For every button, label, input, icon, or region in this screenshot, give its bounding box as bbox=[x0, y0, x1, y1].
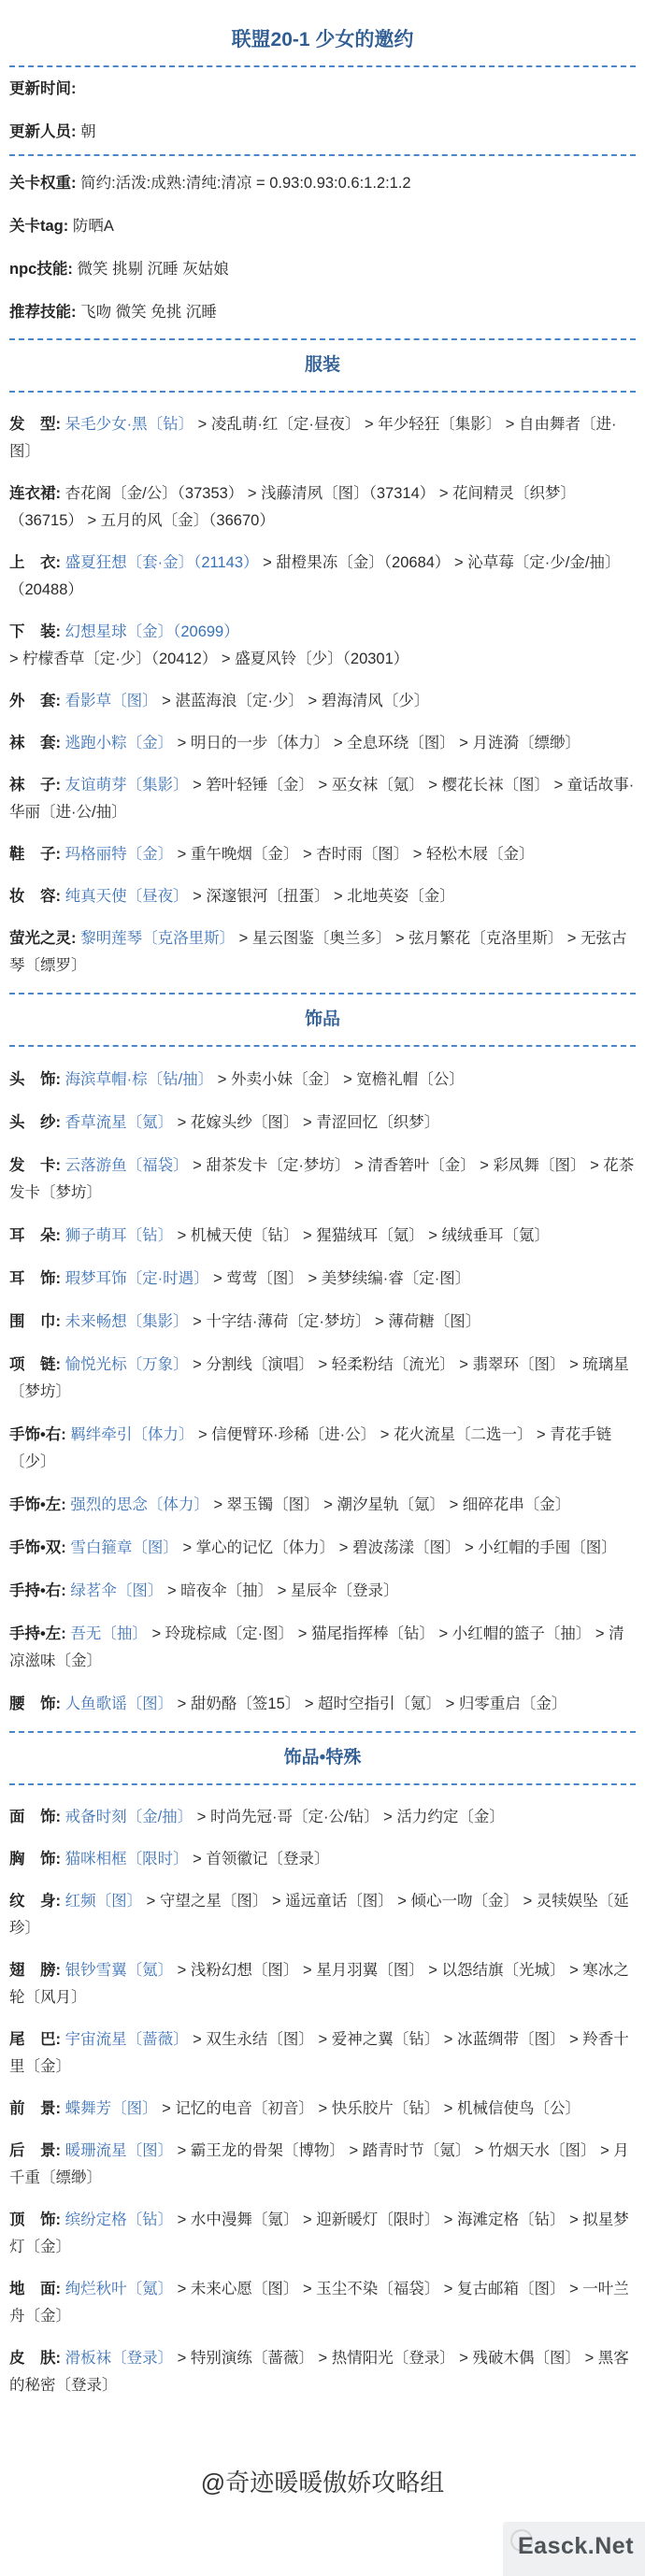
item-label: 耳 朵: bbox=[9, 1227, 61, 1244]
item-label: 皮 肤: bbox=[9, 2350, 61, 2367]
item-list bbox=[9, 1047, 636, 1731]
item-label: 耳 饰: bbox=[9, 1270, 61, 1287]
item-label: 发 型: bbox=[9, 416, 61, 433]
section bbox=[9, 1733, 636, 2399]
alternative-items: > 重午晚烟〔金〕 > 杏时雨〔图〕 > 轻松木屐〔金〕 bbox=[173, 846, 535, 863]
recommended-item: 滑板袜〔登录〕 bbox=[64, 2350, 174, 2367]
item-label: 面 饰: bbox=[9, 1809, 61, 1825]
recommended-item: 银钞雪翼〔氪〕 bbox=[64, 1962, 174, 1979]
alternative-items: > 机械天使〔钻〕 > 猩猫绒耳〔氪〕 > 绒绒垂耳〔氪〕 bbox=[173, 1227, 551, 1244]
update-info bbox=[9, 67, 636, 154]
alternative-items: > 甜茶发卡〔定·梦坊〕 > 清香箬叶〔金〕 > 彩凤舞〔图〕 > 花茶发卡〔梦坊〕 bbox=[9, 1157, 635, 1201]
recommended-item: 人鱼歌谣〔图〕 bbox=[64, 1696, 174, 1712]
list-item bbox=[9, 619, 636, 673]
recommended-item: 绚烂秋叶〔氪〕 bbox=[64, 2281, 174, 2297]
alternative-items: > 掌心的记忆〔体力〕 > 碧波荡漾〔图〕 > 小红帽的手囤〔图〕 bbox=[178, 1539, 617, 1556]
alternative-items: > 莺莺〔图〕 > 美梦续编·睿〔定·图〕 bbox=[208, 1270, 471, 1287]
recommended-item: 狮子萌耳〔钻〕 bbox=[64, 1227, 174, 1244]
list-item bbox=[9, 411, 636, 465]
alternative-items: > 甜橙果冻〔金〕（20684） > 沁草莓〔定·少/金/抽〕（20488） bbox=[9, 554, 621, 598]
item-label: 围 巾: bbox=[9, 1313, 61, 1330]
list-item bbox=[9, 1223, 636, 1250]
item-label: 发 卡: bbox=[9, 1157, 61, 1174]
recommended-item: 纯真天使〔昼夜〕 bbox=[64, 888, 189, 905]
alternative-items: > 时尚先冠·哥〔定·公/钻〕 > 活力约定〔金〕 bbox=[193, 1809, 505, 1825]
alternative-items: > 星云图鉴〔奥兰多〕 > 弦月繁花〔克洛里斯〕 > 无弦古琴〔缥罗〕 bbox=[9, 930, 627, 974]
list-item bbox=[9, 688, 636, 715]
list-item bbox=[9, 1691, 636, 1718]
npc-skills-value: 微笑 挑剔 沉睡 灰姑娘 bbox=[77, 261, 229, 278]
list-item bbox=[9, 1266, 636, 1293]
item-label: 前 景: bbox=[9, 2100, 61, 2117]
list-item bbox=[9, 1578, 636, 1605]
section bbox=[9, 340, 636, 995]
alternative-items: > 翠玉镯〔图〕 > 潮汐星轨〔氪〕 > 细碎花串〔金〕 bbox=[208, 1496, 571, 1513]
alternative-items: > 暗夜伞〔抽〕 > 星辰伞〔登录〕 bbox=[163, 1582, 399, 1599]
level-info bbox=[9, 156, 636, 338]
tag-value: 防晒A bbox=[72, 218, 114, 235]
alternative-items: > 记忆的电音〔初音〕 > 快乐胶片〔钻〕 > 机械信使鸟〔公〕 bbox=[157, 2100, 581, 2117]
alternative-items: > 守望之星〔图〕 > 遥远童话〔图〕 > 倾心一吻〔金〕 > 灵犊娱坠〔延珍〕 bbox=[9, 1893, 629, 1937]
recommended-item: 吾无〔抽〕 bbox=[70, 1625, 148, 1642]
recommended-item: 宇宙流星〔蔷薇〕 bbox=[64, 2031, 189, 2048]
item-label: 项 链: bbox=[9, 1356, 61, 1373]
list-item bbox=[9, 2138, 636, 2192]
list-item bbox=[9, 1422, 636, 1476]
watermark bbox=[503, 2522, 645, 2576]
recommended-item: 绿茗伞〔图〕 bbox=[70, 1582, 164, 1599]
update-person-value: 朝 bbox=[80, 123, 96, 140]
weights-value: 简约:活泼:成熟:清纯:清凉 = 0.93:0.93:0.6:1.2:1.2 bbox=[80, 175, 411, 192]
recommended-item: 黎明莲琴〔克洛里斯〕 bbox=[80, 930, 236, 947]
alternative-items: > 外卖小妹〔金〕 > 宽檐礼帽〔公〕 bbox=[213, 1071, 465, 1088]
alternative-items: > 信便臂环·珍稀〔进·公〕 > 花火流星〔二选一〕 > 青花手链〔少〕 bbox=[9, 1426, 612, 1470]
recommended-item: 幻想星球〔金〕（20699） bbox=[64, 623, 239, 640]
list-item bbox=[9, 2026, 636, 2081]
recommended-item: 呆毛少女·黑〔钻〕 bbox=[64, 416, 194, 433]
alternative-items: > 分割线〔演唱〕 > 轻柔粉结〔流光〕 > 翡翠环〔图〕 > 琉璃星〔梦坊〕 bbox=[9, 1356, 629, 1400]
alternative-items: > 特别演练〔蔷薇〕 > 热情阳光〔登录〕 > 残破木偶〔图〕 > 黑客的秘密〔登录〕 bbox=[9, 2350, 629, 2394]
item-list bbox=[9, 1785, 636, 2399]
alternative-items: > 花嫁头纱〔图〕 > 青涩回忆〔织梦〕 bbox=[173, 1114, 440, 1131]
item-label: 地 面: bbox=[9, 2281, 61, 2297]
weights-label: 关卡权重: bbox=[9, 175, 77, 192]
item-list bbox=[9, 393, 636, 993]
alternative-items: > 浅粉幻想〔图〕 > 星月羽翼〔图〕 > 以怨结旗〔光城〕 > 寒冰之轮〔风月〕 bbox=[9, 1962, 629, 2006]
alternative-items: > 湛蓝海浪〔定·少〕 > 碧海清风〔少〕 bbox=[157, 693, 430, 709]
list-item bbox=[9, 1535, 636, 1562]
item-label: 胸 饰: bbox=[9, 1851, 61, 1868]
recommended-item: 戒备时刻〔金/抽〕 bbox=[64, 1809, 194, 1825]
section-heading: 服装 bbox=[304, 355, 340, 375]
list-item bbox=[9, 1309, 636, 1336]
section-heading: 饰品•特殊 bbox=[283, 1748, 362, 1767]
item-label: 顶 饰: bbox=[9, 2211, 61, 2228]
item-label: 妆 容: bbox=[9, 888, 61, 905]
recommended-item: 未来畅想〔集影〕 bbox=[64, 1313, 189, 1330]
recommended-item: 强烈的思念〔体力〕 bbox=[70, 1496, 209, 1513]
update-time-label: 更新时间: bbox=[9, 80, 77, 97]
list-item bbox=[9, 883, 636, 910]
list-item bbox=[9, 730, 636, 757]
section-heading: 饰品 bbox=[304, 1009, 340, 1029]
item-label: 腰 饰: bbox=[9, 1696, 61, 1712]
tag-label: 关卡tag: bbox=[9, 218, 69, 235]
alternative-items: > 首领徽记〔登录〕 bbox=[188, 1851, 330, 1868]
alternative-items: > 双生永结〔图〕 > 爱神之翼〔钻〕 > 冰蓝绸带〔图〕 > 羚香十里〔金〕 bbox=[9, 2031, 629, 2075]
recommended-item: 蝶舞芳〔图〕 bbox=[64, 2100, 158, 2117]
item-label: 手持•右: bbox=[9, 1582, 66, 1599]
list-item bbox=[9, 772, 636, 826]
alternative-items: 杏花阁〔金/公〕（37353） > 浅藤清夙〔图〕（37314） > 花间精灵〔织梦〕（36715） > 五月的风〔金〕（36670） bbox=[9, 485, 577, 529]
item-label: 萤光之灵: bbox=[9, 930, 77, 947]
item-label: 手持•左: bbox=[9, 1625, 66, 1642]
list-item bbox=[9, 841, 636, 868]
recommended-item: 缤纷定格〔钻〕 bbox=[64, 2211, 174, 2228]
alternative-items: > 玲珑棕咸〔定·图〕 > 猫尾指挥棒〔钻〕 > 小红帽的篮子〔抽〕 > 清凉滋味〔金〕 bbox=[9, 1625, 624, 1669]
list-item bbox=[9, 1804, 636, 1831]
section bbox=[9, 995, 636, 1733]
item-label: 翅 膀: bbox=[9, 1962, 61, 1979]
list-item bbox=[9, 1846, 636, 1873]
list-item bbox=[9, 2096, 636, 2123]
recommended-item: 玛格丽特〔金〕 bbox=[64, 846, 174, 863]
item-label: 手饰•左: bbox=[9, 1496, 66, 1513]
alternative-items: > 水中漫舞〔氪〕 > 迎新暖灯〔限时〕 > 海滩定格〔钻〕 > 拟星梦灯〔金〕 bbox=[9, 2211, 629, 2255]
list-item bbox=[9, 1352, 636, 1406]
page-title: 联盟20-1 少女的邀约 bbox=[231, 29, 414, 50]
list-item bbox=[9, 550, 636, 604]
item-label: 上 衣: bbox=[9, 554, 61, 571]
item-label: 尾 巴: bbox=[9, 2031, 61, 2048]
item-label: 手饰•双: bbox=[9, 1539, 66, 1556]
list-item bbox=[9, 1957, 636, 2011]
recommended-item: 海滨草帽·棕〔钻/抽〕 bbox=[64, 1071, 214, 1088]
item-label: 袜 套: bbox=[9, 735, 61, 751]
watermark-text: Easck.Net bbox=[518, 2533, 635, 2559]
recommended-item: 云落游鱼〔福袋〕 bbox=[64, 1157, 189, 1174]
recommended-item: 看影草〔图〕 bbox=[64, 693, 158, 709]
alternative-items: > 凌乱萌·红〔定·昼夜〕 > 年少轻狂〔集影〕 > 自由舞者〔进·图〕 bbox=[9, 416, 617, 460]
list-item bbox=[9, 1621, 636, 1675]
recommended-item: 红频〔图〕 bbox=[64, 1893, 143, 1910]
alternative-items: > 甜奶酪〔签15〕 > 超时空指引〔氪〕 > 归零重启〔金〕 bbox=[173, 1696, 567, 1712]
recommended-item: 猫咪相框〔限时〕 bbox=[64, 1851, 189, 1868]
recommended-item: 友谊萌芽〔集影〕 bbox=[64, 777, 189, 794]
sections bbox=[9, 340, 636, 2399]
alternative-items: > 箬叶轻锤〔金〕 > 巫女袜〔氪〕 > 樱花长袜〔图〕 > 童话故事·华丽〔进·公/抽〕 bbox=[9, 777, 635, 821]
item-label: 鞋 子: bbox=[9, 846, 61, 863]
recommended-item: 羁绊牵引〔体力〕 bbox=[70, 1426, 194, 1443]
recommended-item: 瑕梦耳饰〔定·时遇〕 bbox=[64, 1270, 209, 1287]
item-label: 连衣裙: bbox=[9, 485, 61, 502]
item-label: 头 纱: bbox=[9, 1114, 61, 1131]
item-label: 纹 身: bbox=[9, 1893, 61, 1910]
item-label: 下 装: bbox=[9, 623, 61, 640]
alternative-items: > 柠檬香草〔定·少〕（20412） > 盛夏风铃〔少〕（20301） bbox=[9, 651, 409, 667]
alternative-items: > 未来心愿〔图〕 > 玉尘不染〔福袋〕 > 复古邮箱〔图〕 > 一叶兰舟〔金〕 bbox=[9, 2281, 629, 2325]
alternative-items: > 明日的一步〔体力〕 > 全息环绕〔图〕 > 月涟漪〔缥缈〕 bbox=[173, 735, 581, 751]
item-label: 手饰•右: bbox=[9, 1426, 66, 1443]
list-item bbox=[9, 1109, 636, 1137]
item-label: 外 套: bbox=[9, 693, 61, 709]
alternative-items: > 十字结·薄荷〔定·梦坊〕 > 薄荷糖〔图〕 bbox=[188, 1313, 481, 1330]
update-person-label: 更新人员: bbox=[9, 123, 77, 140]
alternative-items: > 深邃银河〔扭蛋〕 > 北地英姿〔金〕 bbox=[188, 888, 455, 905]
rec-skills-label: 推荐技能: bbox=[9, 304, 77, 321]
alternative-items: > 霸王龙的骨架〔博物〕 > 踏青时节〔氪〕 > 竹烟天水〔图〕 > 月千重〔缥缈〕 bbox=[9, 2142, 629, 2186]
recommended-item: 暖珊流星〔图〕 bbox=[64, 2142, 174, 2159]
list-item bbox=[9, 480, 636, 535]
footer-credit: @奇迹暖暖傲娇攻略组 bbox=[200, 2469, 445, 2497]
list-item bbox=[9, 925, 636, 980]
list-item bbox=[9, 1492, 636, 1519]
recommended-item: 愉悦光标〔万象〕 bbox=[64, 1356, 189, 1373]
recommended-item: 盛夏狂想〔套·金〕（21143） bbox=[64, 554, 259, 571]
list-item bbox=[9, 1152, 636, 1207]
rec-skills-value: 飞吻 微笑 免挑 沉睡 bbox=[80, 304, 217, 321]
list-item bbox=[9, 2207, 636, 2261]
list-item bbox=[9, 1066, 636, 1094]
recommended-item: 逃跑小粽〔金〕 bbox=[64, 735, 174, 751]
list-item bbox=[9, 2276, 636, 2330]
recommended-item: 香草流星〔氪〕 bbox=[64, 1114, 174, 1131]
npc-skills-label: npc技能: bbox=[9, 261, 73, 278]
list-item bbox=[9, 2345, 636, 2399]
item-label: 袜 子: bbox=[9, 777, 61, 794]
item-label: 头 饰: bbox=[9, 1071, 61, 1088]
recommended-item: 雪白箍章〔图〕 bbox=[70, 1539, 179, 1556]
list-item bbox=[9, 1888, 636, 1942]
item-label: 后 景: bbox=[9, 2142, 61, 2159]
